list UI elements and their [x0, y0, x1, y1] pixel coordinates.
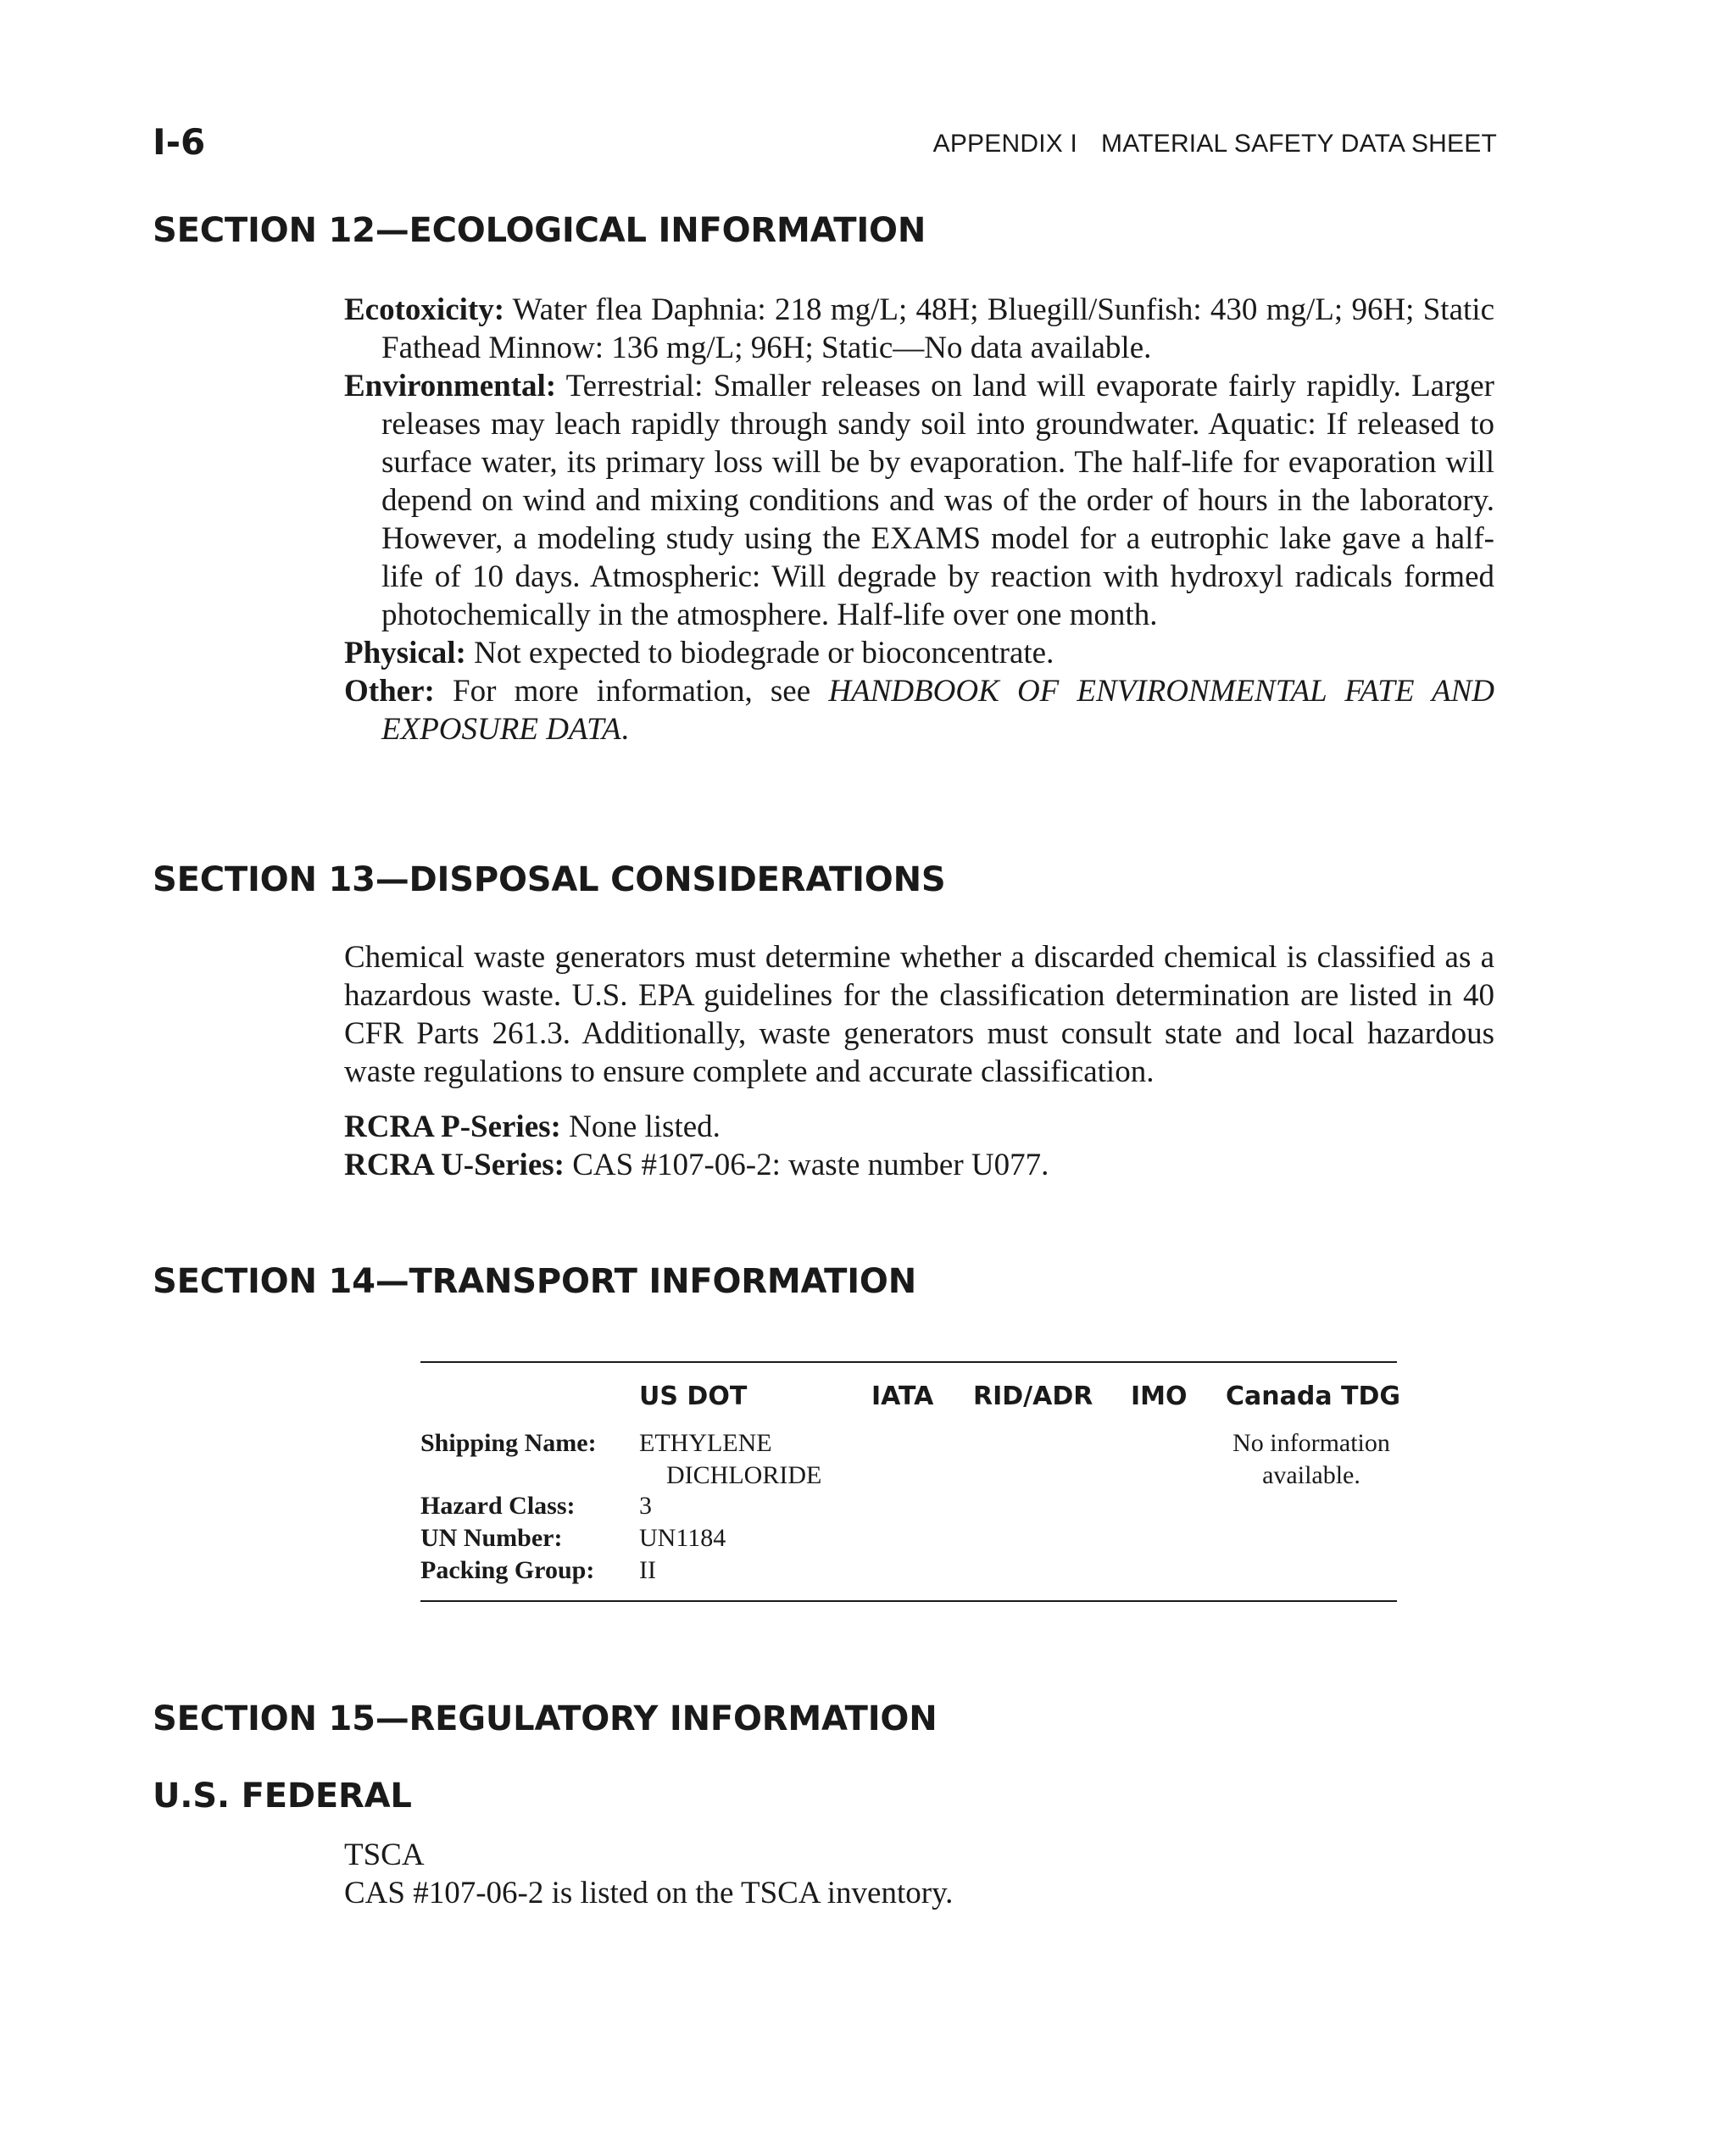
- section-12-body: [344, 291, 1494, 748]
- column-header-imo: IMO: [1131, 1382, 1188, 1411]
- tsca-text: CAS #107-06-2 is listed on the TSCA inventory.: [344, 1876, 954, 1910]
- other-paragraph: [344, 672, 1494, 748]
- un-number-label: UN Number:: [420, 1524, 563, 1552]
- disposal-paragraph: Chemical waste generators must determine whether a discarded chemical is classified as a hazardous waste. U.S. EPA guidelines for the classification determination are listed in 40 CFR Parts 261.3. Additionally, waste generators must consult state and local hazardous waste regulations to ensure complete and accurate classification.: [344, 940, 1494, 1089]
- document-title: MATERIAL SAFETY DATA SHEET: [1101, 130, 1497, 158]
- shipping-name-line-2: DICHLORIDE: [666, 1461, 822, 1489]
- us-federal-subheading: U.S. FEDERAL: [153, 1777, 412, 1816]
- ecotoxicity-text: Water flea Daphnia: 218 mg/L; 48H; Bluegill/Sunfish: 430 mg/L; 96H; Static Fathead Minnow: 136 mg/L; 96H; Static—No data available.: [381, 292, 1494, 365]
- physical-paragraph: [344, 634, 1494, 672]
- un-number-us-dot: UN1184: [639, 1524, 726, 1552]
- environmental-text: Terrestrial: Smaller releases on land will evaporate fairly rapidly. Larger releases may leach rapidly through sandy soil into groundwater. Aquatic: If released to surface water, its primary loss will be by evaporation. The half-life for evaporation will depend on wind and mixing conditions and was of the order of hours in the laboratory. However, a modeling study using the EXAMS model for a eutrophic lake gave a half-life of 10 days. Atmospheric: Will degrade by reaction with hydroxyl radicals formed photochemically in the atmosphere. Half-life over one month.: [381, 369, 1495, 632]
- physical-label: Physical:: [344, 636, 466, 670]
- shipping-name-us-dot: [639, 1427, 821, 1492]
- environmental-paragraph: [344, 367, 1494, 634]
- canada-info-line-1: No information: [1232, 1429, 1390, 1457]
- section-14-heading: SECTION 14—TRANSPORT INFORMATION: [153, 1262, 916, 1301]
- column-header-rid-adr: RID/ADR: [973, 1382, 1093, 1411]
- transport-table: [420, 1361, 1401, 1602]
- shipping-name-line-1: ETHYLENE: [639, 1429, 772, 1457]
- hazard-class-label: Hazard Class:: [420, 1492, 576, 1520]
- hazard-class-us-dot: 3: [639, 1492, 652, 1520]
- section-13-body: [344, 938, 1494, 1184]
- section-15-body: [344, 1836, 1494, 1912]
- handbook-title: HANDBOOK OF ENVIRONMENTAL FATE AND EXPOSURE DATA: [381, 674, 1494, 747]
- rcra-p-value: None listed.: [569, 1109, 721, 1144]
- rcra-u-series: [344, 1146, 1494, 1184]
- running-header: [933, 123, 1497, 165]
- rcra-p-series: [344, 1108, 1494, 1146]
- tsca-title: TSCA: [344, 1838, 425, 1872]
- rcra-u-label: RCRA U-Series:: [344, 1148, 565, 1182]
- ecotoxicity-paragraph: [344, 291, 1494, 367]
- rcra-p-label: RCRA P-Series:: [344, 1109, 561, 1144]
- column-header-us-dot: US DOT: [639, 1382, 748, 1411]
- canada-info-line-2: available.: [1262, 1461, 1360, 1489]
- other-text-end: .: [620, 712, 629, 747]
- other-text: For more information, see: [453, 674, 811, 709]
- physical-text: Not expected to biodegrade or bioconcentrate.: [474, 636, 1054, 670]
- page-number: I-6: [153, 121, 206, 163]
- section-12-heading: SECTION 12—ECOLOGICAL INFORMATION: [153, 211, 926, 250]
- other-label: Other:: [344, 674, 435, 709]
- packing-group-label: Packing Group:: [420, 1556, 595, 1584]
- ecotoxicity-label: Ecotoxicity:: [344, 292, 505, 327]
- section-15-heading: SECTION 15—REGULATORY INFORMATION: [153, 1699, 938, 1738]
- shipping-name-label: Shipping Name:: [420, 1429, 597, 1457]
- appendix-label: APPENDIX I: [932, 130, 1078, 158]
- packing-group-us-dot: II: [639, 1556, 656, 1584]
- column-header-canada-tdg: Canada TDG: [1226, 1382, 1401, 1411]
- rcra-u-value: CAS #107-06-2: waste number U077.: [572, 1148, 1049, 1182]
- environmental-label: Environmental:: [344, 369, 557, 403]
- shipping-name-canada-tdg: [1226, 1427, 1397, 1492]
- column-header-iata: IATA: [871, 1382, 934, 1411]
- section-13-heading: SECTION 13—DISPOSAL CONSIDERATIONS: [153, 860, 946, 899]
